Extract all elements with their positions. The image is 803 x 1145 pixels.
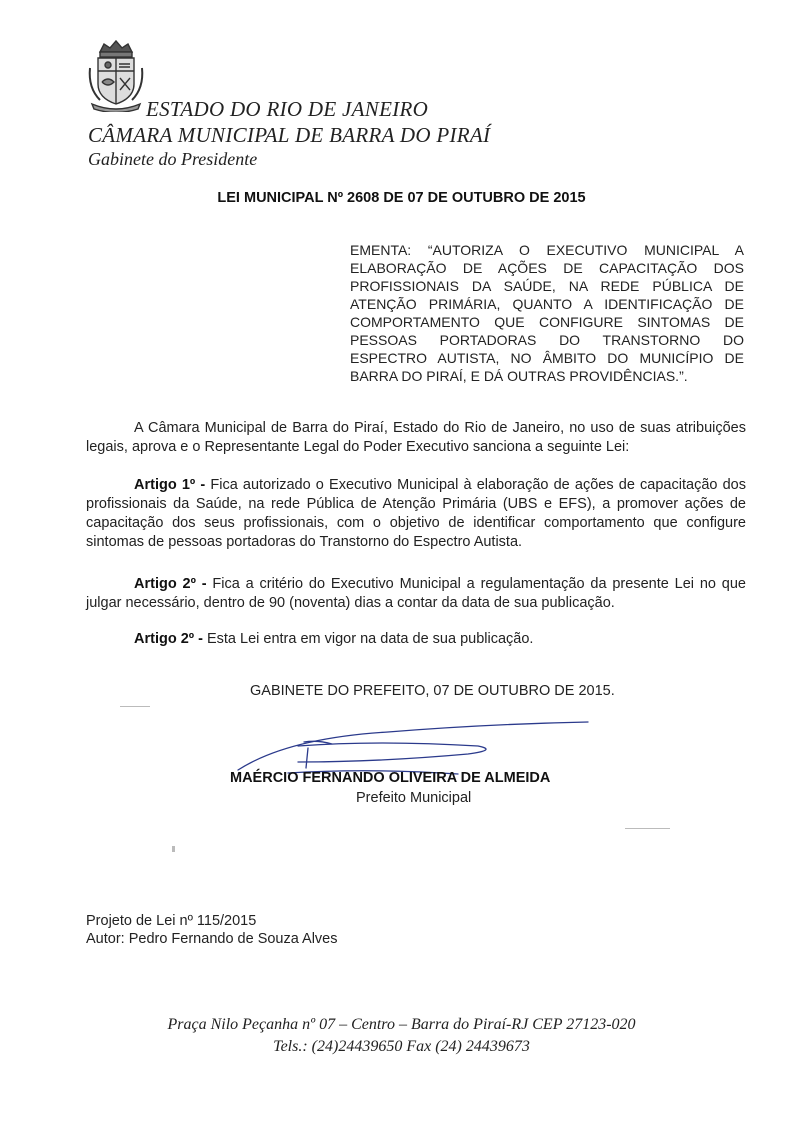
article-2 <box>86 575 746 613</box>
ementa: EMENTA: “AUTORIZA O EXECUTIVO MUNICIPAL A ELABORAÇÃO DE AÇÕES DE CAPACITAÇÃO DOS PROFISSIONAIS DA SAÚDE, NA REDE PÚBLICA DE ATENÇÃO PRIMÁRIA, QUANTO A IDENTIFICAÇÃO DE COMPORTAMENTO QUE CONFIGURE SINTOMAS DE PESSOAS PORTADORAS DO TRANSTORNO DO ESPECTRO AUTISTA, NO ÂMBITO DO MUNICÍPIO DE BARRA DO PIRAÍ, E DÁ OUTRAS PROVIDÊNCIAS.”. <box>350 242 744 384</box>
article-2-label: Artigo 2º - <box>134 576 207 592</box>
footer-phones: Tels.: (24)24439650 Fax (24) 24439673 <box>273 1038 530 1055</box>
scan-speck <box>120 706 150 707</box>
preamble <box>86 419 746 457</box>
article-1-label: Artigo 1º - <box>134 477 206 493</box>
scan-speck <box>625 828 670 829</box>
footer-address: Praça Nilo Peçanha nº 07 – Centro – Barra do Piraí-RJ CEP 27123-020 <box>167 1016 636 1033</box>
coat-of-arms-icon <box>86 38 146 112</box>
article-3-text: Esta Lei entra em vigor na data de sua publicação. <box>206 631 534 647</box>
signature-date-line: GABINETE DO PREFEITO, 07 DE OUTUBRO DE 2015. <box>250 683 615 699</box>
article-1-text: Fica autorizado o Executivo Municipal à elaboração de ações de capacitação dos profissionais da Saúde, na rede Pública de Atenção Primária (UBS e EFS), a promover ações de capacitação dos seus profissionais, com o objetivo de identificar comportamento que configure sintomas de pessoas portadoras do Transtorno do Espectro Autista. <box>86 477 746 550</box>
article-3 <box>86 630 746 649</box>
project-author: Autor: Pedro Fernando de Souza Alves <box>86 931 338 947</box>
article-1 <box>86 476 746 552</box>
letterhead-chamber: CÂMARA MUNICIPAL DE BARRA DO PIRAÍ <box>88 123 491 147</box>
signatory-name: MAÉRCIO FERNANDO OLIVEIRA DE ALMEIDA <box>230 770 551 786</box>
article-3-label: Artigo 2º - <box>134 631 203 647</box>
scan-speck <box>172 846 175 852</box>
preamble-text: A Câmara Municipal de Barra do Piraí, Estado do Rio de Janeiro, no uso de suas atribuições legais, aprova e o Representante Legal do Poder Executivo sanciona a seguinte Lei: <box>86 420 746 455</box>
law-title: LEI MUNICIPAL Nº 2608 DE 07 DE OUTUBRO DE 2015 <box>217 190 586 206</box>
signatory-role: Prefeito Municipal <box>356 790 472 806</box>
letterhead-state: ESTADO DO RIO DE JANEIRO <box>146 97 429 121</box>
letterhead-office: Gabinete do Presidente <box>88 149 258 169</box>
article-2-text: Fica a critério do Executivo Municipal a regulamentação da presente Lei no que julgar necessário, dentro de 90 (noventa) dias a contar da data de sua publicação. <box>86 576 746 611</box>
project-number: Projeto de Lei nº 115/2015 <box>86 913 257 929</box>
